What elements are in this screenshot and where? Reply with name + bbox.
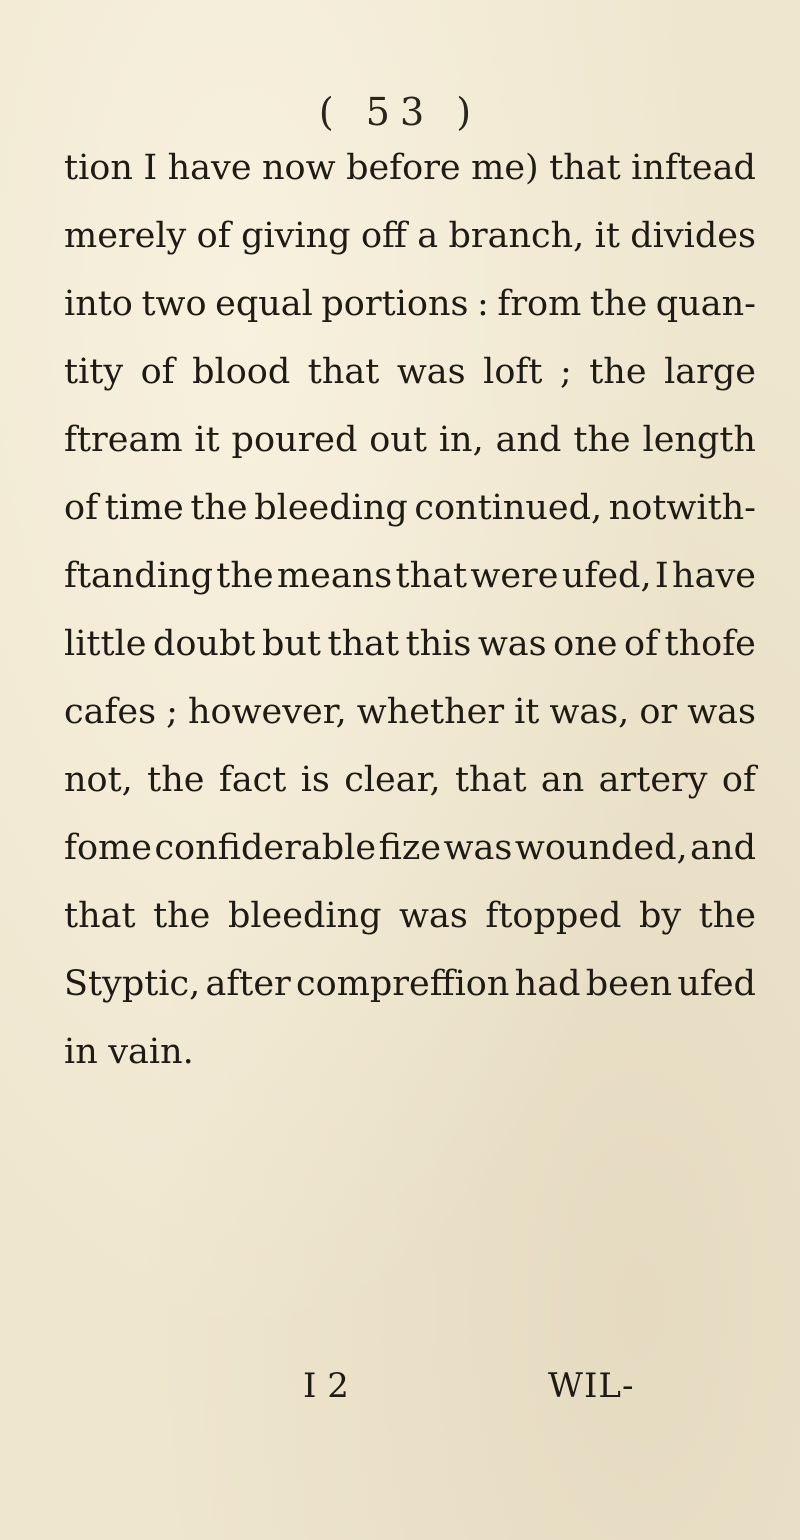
word: ;: [166, 692, 178, 732]
word: :: [477, 284, 489, 324]
word: artery: [598, 760, 708, 800]
word: I: [143, 148, 158, 188]
word: that: [454, 760, 527, 800]
text-line: [64, 474, 756, 542]
word: ftopped: [485, 896, 622, 936]
word: fome: [64, 828, 152, 868]
page-number: ( 53 ): [318, 90, 482, 134]
text-line: [64, 270, 756, 338]
word: fact: [218, 760, 287, 800]
word: large: [664, 352, 756, 392]
word: the: [589, 284, 648, 324]
word: compreffion: [296, 964, 510, 1004]
word: was: [443, 828, 513, 868]
word: of: [196, 216, 231, 256]
word: cafes: [64, 692, 157, 732]
body-text: [64, 134, 756, 1086]
word: poured: [231, 420, 358, 460]
word: notwith-: [608, 488, 756, 528]
word: portions: [321, 284, 469, 324]
word: the: [147, 760, 205, 800]
word: inftead: [631, 148, 756, 188]
word: is: [300, 760, 330, 800]
word: continued,: [414, 488, 603, 528]
word: off: [360, 216, 407, 256]
word: ;: [559, 352, 572, 392]
word: the: [589, 352, 647, 392]
page-footer: [0, 1366, 800, 1416]
word: or: [639, 692, 678, 732]
word: have: [167, 148, 252, 188]
word: this: [405, 624, 472, 664]
word: were: [470, 556, 559, 596]
word: was: [396, 352, 466, 392]
word: into: [64, 284, 133, 324]
word: it: [594, 216, 620, 256]
text-line: [64, 950, 756, 1018]
word: was: [687, 692, 756, 732]
word: and: [690, 828, 756, 868]
word: I: [654, 556, 669, 596]
word: that: [64, 896, 136, 936]
word: merely: [64, 216, 187, 256]
word: bleeding: [254, 488, 408, 528]
word: two: [141, 284, 207, 324]
word: was: [477, 624, 547, 664]
word: of: [721, 760, 756, 800]
word: tion: [64, 148, 133, 188]
word: a: [417, 216, 439, 256]
word: confiderable: [154, 828, 377, 868]
word: had: [514, 964, 581, 1004]
text-line: [64, 678, 756, 746]
word: of: [64, 488, 99, 528]
word: after: [205, 964, 291, 1004]
word: bleeding: [227, 896, 382, 936]
word: one: [553, 624, 618, 664]
word: fize: [378, 828, 442, 868]
word: before: [346, 148, 461, 188]
word: in: [64, 1032, 98, 1072]
word: it: [194, 420, 220, 460]
word: by: [638, 896, 682, 936]
text-line: [64, 202, 756, 270]
word: that: [395, 556, 468, 596]
word: of: [624, 624, 659, 664]
word: tity: [64, 352, 124, 392]
word: divides: [630, 216, 756, 256]
word: the: [573, 420, 631, 460]
word: length: [642, 420, 756, 460]
word: equal: [215, 284, 313, 324]
word: loft: [483, 352, 543, 392]
word: ftream: [64, 420, 183, 460]
text-line: [64, 1018, 756, 1086]
word: blood: [192, 352, 291, 392]
word: that: [549, 148, 621, 188]
word: ufed: [677, 964, 756, 1004]
word: that: [307, 352, 380, 392]
text-line: [64, 746, 756, 814]
text-line: [64, 814, 756, 882]
word: an: [540, 760, 585, 800]
word: now: [262, 148, 336, 188]
word: and: [495, 420, 562, 460]
word: ftanding: [64, 556, 213, 596]
word: Styptic,: [64, 964, 201, 1004]
catchword: WIL-: [548, 1366, 635, 1406]
word: the: [190, 488, 248, 528]
word: time: [104, 488, 184, 528]
word: thofe: [664, 624, 756, 664]
word: whether: [356, 692, 505, 732]
word: means: [276, 556, 393, 596]
word: have: [672, 556, 756, 596]
word: of: [140, 352, 175, 392]
word: giving: [241, 216, 351, 256]
word: ufed,: [561, 556, 652, 596]
word: was,: [549, 692, 630, 732]
word: branch,: [448, 216, 585, 256]
word: clear,: [344, 760, 441, 800]
text-line: [64, 134, 756, 202]
text-line: [64, 338, 756, 406]
text-line: [64, 882, 756, 950]
word: it: [514, 692, 540, 732]
word: that: [327, 624, 400, 664]
word: the: [153, 896, 211, 936]
word: the: [698, 896, 756, 936]
text-line: [64, 406, 756, 474]
word: however,: [187, 692, 347, 732]
word: out: [369, 420, 427, 460]
word: doubt: [152, 624, 256, 664]
word: the: [216, 556, 274, 596]
signature-mark: I 2: [303, 1366, 349, 1406]
word: was: [399, 896, 468, 936]
text-line: [64, 542, 756, 610]
word: from: [497, 284, 582, 324]
word: little: [64, 624, 147, 664]
word: me): [471, 148, 539, 188]
word: quan-: [655, 284, 756, 324]
word: been: [585, 964, 673, 1004]
word: but: [261, 624, 321, 664]
word: not,: [64, 760, 133, 800]
word: vain.: [108, 1032, 194, 1072]
word: in,: [438, 420, 484, 460]
text-line: [64, 610, 756, 678]
word: wounded,: [514, 828, 688, 868]
